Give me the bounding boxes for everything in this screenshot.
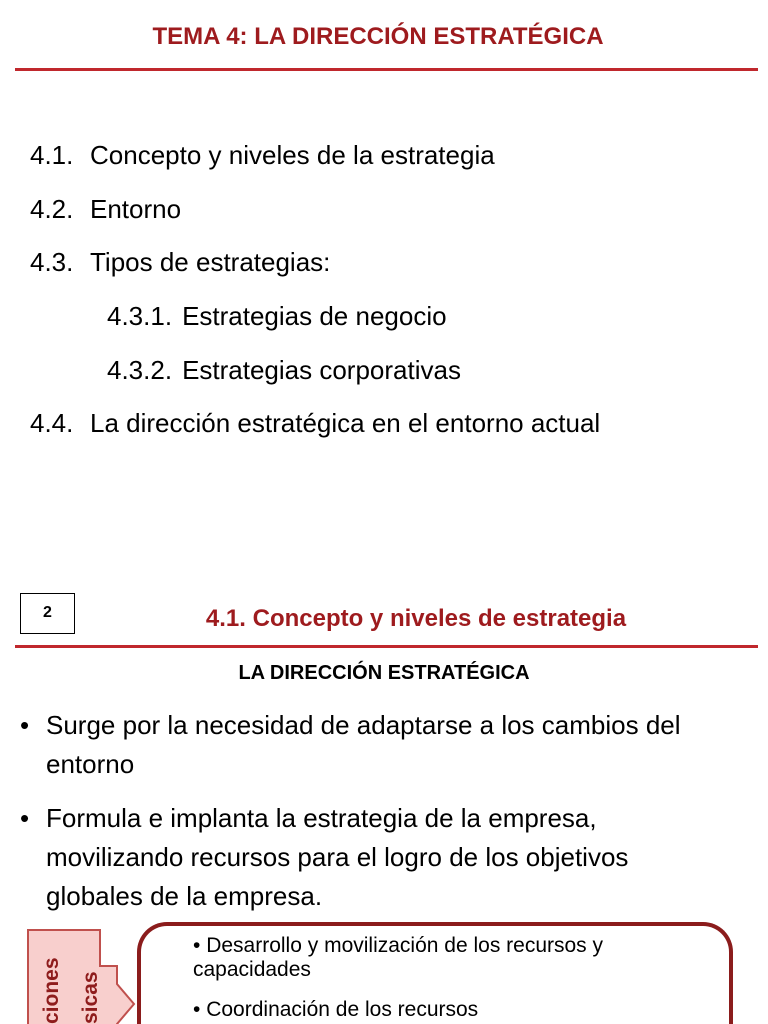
- toc-item: [30, 247, 330, 277]
- bullet-text: [46, 799, 628, 916]
- bullet-line: Formula e implanta la estrategia de la empresa,: [46, 803, 597, 833]
- functions-list-item: [193, 934, 683, 982]
- deck-title: TEMA 4: LA DIRECCIÓN ESTRATÉGICA: [152, 23, 604, 50]
- bullet-glyph: •: [20, 710, 30, 740]
- toc-subitem-number: 4.3.1.: [107, 301, 173, 331]
- bullet-glyph: •: [20, 803, 30, 833]
- toc-item-number: 4.4.: [30, 408, 74, 438]
- title-rule: [15, 68, 758, 71]
- toc-item-text: Tipos de estrategias:: [90, 247, 331, 277]
- bullet-line: entorno: [46, 749, 135, 779]
- functions-list: [193, 934, 683, 1022]
- toc-subitem-text: Estrategias corporativas: [182, 355, 461, 385]
- toc-item: [30, 140, 495, 170]
- functions-callout: [0, 900, 160, 1024]
- bullet-item: [20, 706, 740, 784]
- toc-subitem: [107, 355, 461, 385]
- bullet-text: [46, 706, 681, 784]
- toc-subitem-number: 4.3.2.: [107, 355, 173, 385]
- toc-item: [30, 194, 181, 224]
- bullet-item: [20, 799, 740, 916]
- toc-item-number: 4.1.: [30, 140, 74, 170]
- callout-label-line: ciones: [40, 957, 63, 1024]
- slide-number-box: [20, 593, 75, 634]
- toc-item-text: La dirección estratégica en el entorno actual: [90, 408, 601, 438]
- toc-item-number: 4.2.: [30, 194, 74, 224]
- toc-item-number: 4.3.: [30, 247, 74, 277]
- toc-subitem-text: Estrategias de negocio: [182, 301, 447, 331]
- section-heading: LA DIRECCIÓN ESTRATÉGICA: [238, 662, 530, 684]
- title-rule: [15, 645, 758, 648]
- toc-item: [30, 408, 600, 438]
- bullet-line: globales de la empresa.: [46, 881, 323, 911]
- bullet-glyph: •: [193, 998, 201, 1021]
- functions-list-item-text: Coordinación de los recursos: [206, 998, 479, 1021]
- bullet-line: movilizando recursos para el logro de los objetivos: [46, 842, 629, 872]
- toc-item-text: Entorno: [90, 194, 182, 224]
- slide-number: 2: [43, 604, 52, 621]
- functions-list-item: [193, 998, 683, 1022]
- slide-title: 4.1. Concepto y niveles de estrategia: [205, 605, 627, 632]
- toc-item-text: Concepto y niveles de la estrategia: [90, 140, 495, 170]
- callout-label-line: sicas: [79, 971, 102, 1024]
- bullet-glyph: •: [193, 934, 201, 957]
- toc-subitem: [107, 301, 447, 331]
- bullet-line: Surge por la necesidad de adaptarse a los cambios del: [46, 710, 681, 740]
- functions-list-item-text: Desarrollo y movilización de los recursos y capacidades: [193, 934, 604, 981]
